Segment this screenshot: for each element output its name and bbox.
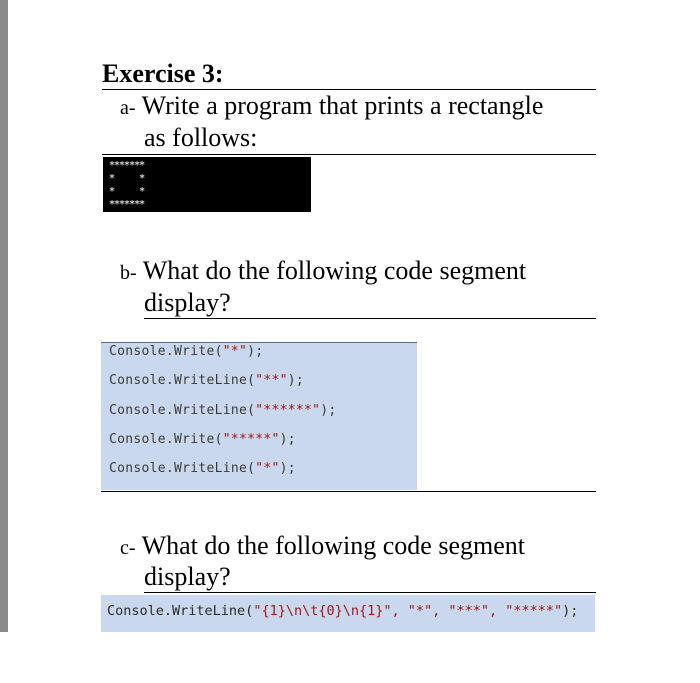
output-line-3: * *	[109, 186, 145, 197]
title-underline	[102, 89, 596, 90]
part-a-underline	[102, 154, 596, 155]
part-b-line2: display?	[144, 288, 231, 317]
part-c-line2: display?	[144, 562, 231, 591]
console-output-image	[103, 157, 311, 212]
part-c-question	[120, 531, 525, 563]
part-c-line1: What do the following code segment	[141, 531, 525, 560]
part-a-line1: Write a program that prints a rectangle	[141, 91, 544, 120]
output-line-1: *******	[109, 160, 145, 171]
code-line: Console.WriteLine("{1}\n\t{0}\n{1}", "*", "***", "*****");	[107, 603, 579, 619]
code-line: Console.Write("*");	[109, 344, 264, 359]
part-a-question	[120, 91, 543, 123]
code-block-b-underline	[101, 491, 596, 492]
output-line-4: *******	[109, 199, 145, 210]
code-line: Console.WriteLine("**");	[109, 373, 305, 388]
part-b-question	[120, 256, 526, 288]
output-line-2: * *	[109, 173, 145, 184]
code-block-b	[101, 342, 417, 490]
part-a-prefix: a-	[120, 97, 136, 119]
code-block-top-border	[101, 342, 417, 343]
part-b-prefix: b-	[120, 262, 137, 284]
part-a-line2: as follows:	[144, 123, 258, 152]
part-c-prefix: c-	[120, 537, 136, 559]
left-margin-bar	[0, 0, 8, 632]
part-b-underline	[144, 318, 596, 319]
code-block-c	[101, 595, 595, 632]
code-line: Console.Write("*****");	[109, 432, 296, 447]
code-line: Console.WriteLine("******");	[109, 403, 337, 418]
part-b-line1: What do the following code segment	[142, 256, 527, 285]
exercise-title: Exercise 3:	[102, 59, 224, 88]
code-line: Console.WriteLine("*");	[109, 461, 296, 476]
part-c-underline	[144, 592, 596, 593]
